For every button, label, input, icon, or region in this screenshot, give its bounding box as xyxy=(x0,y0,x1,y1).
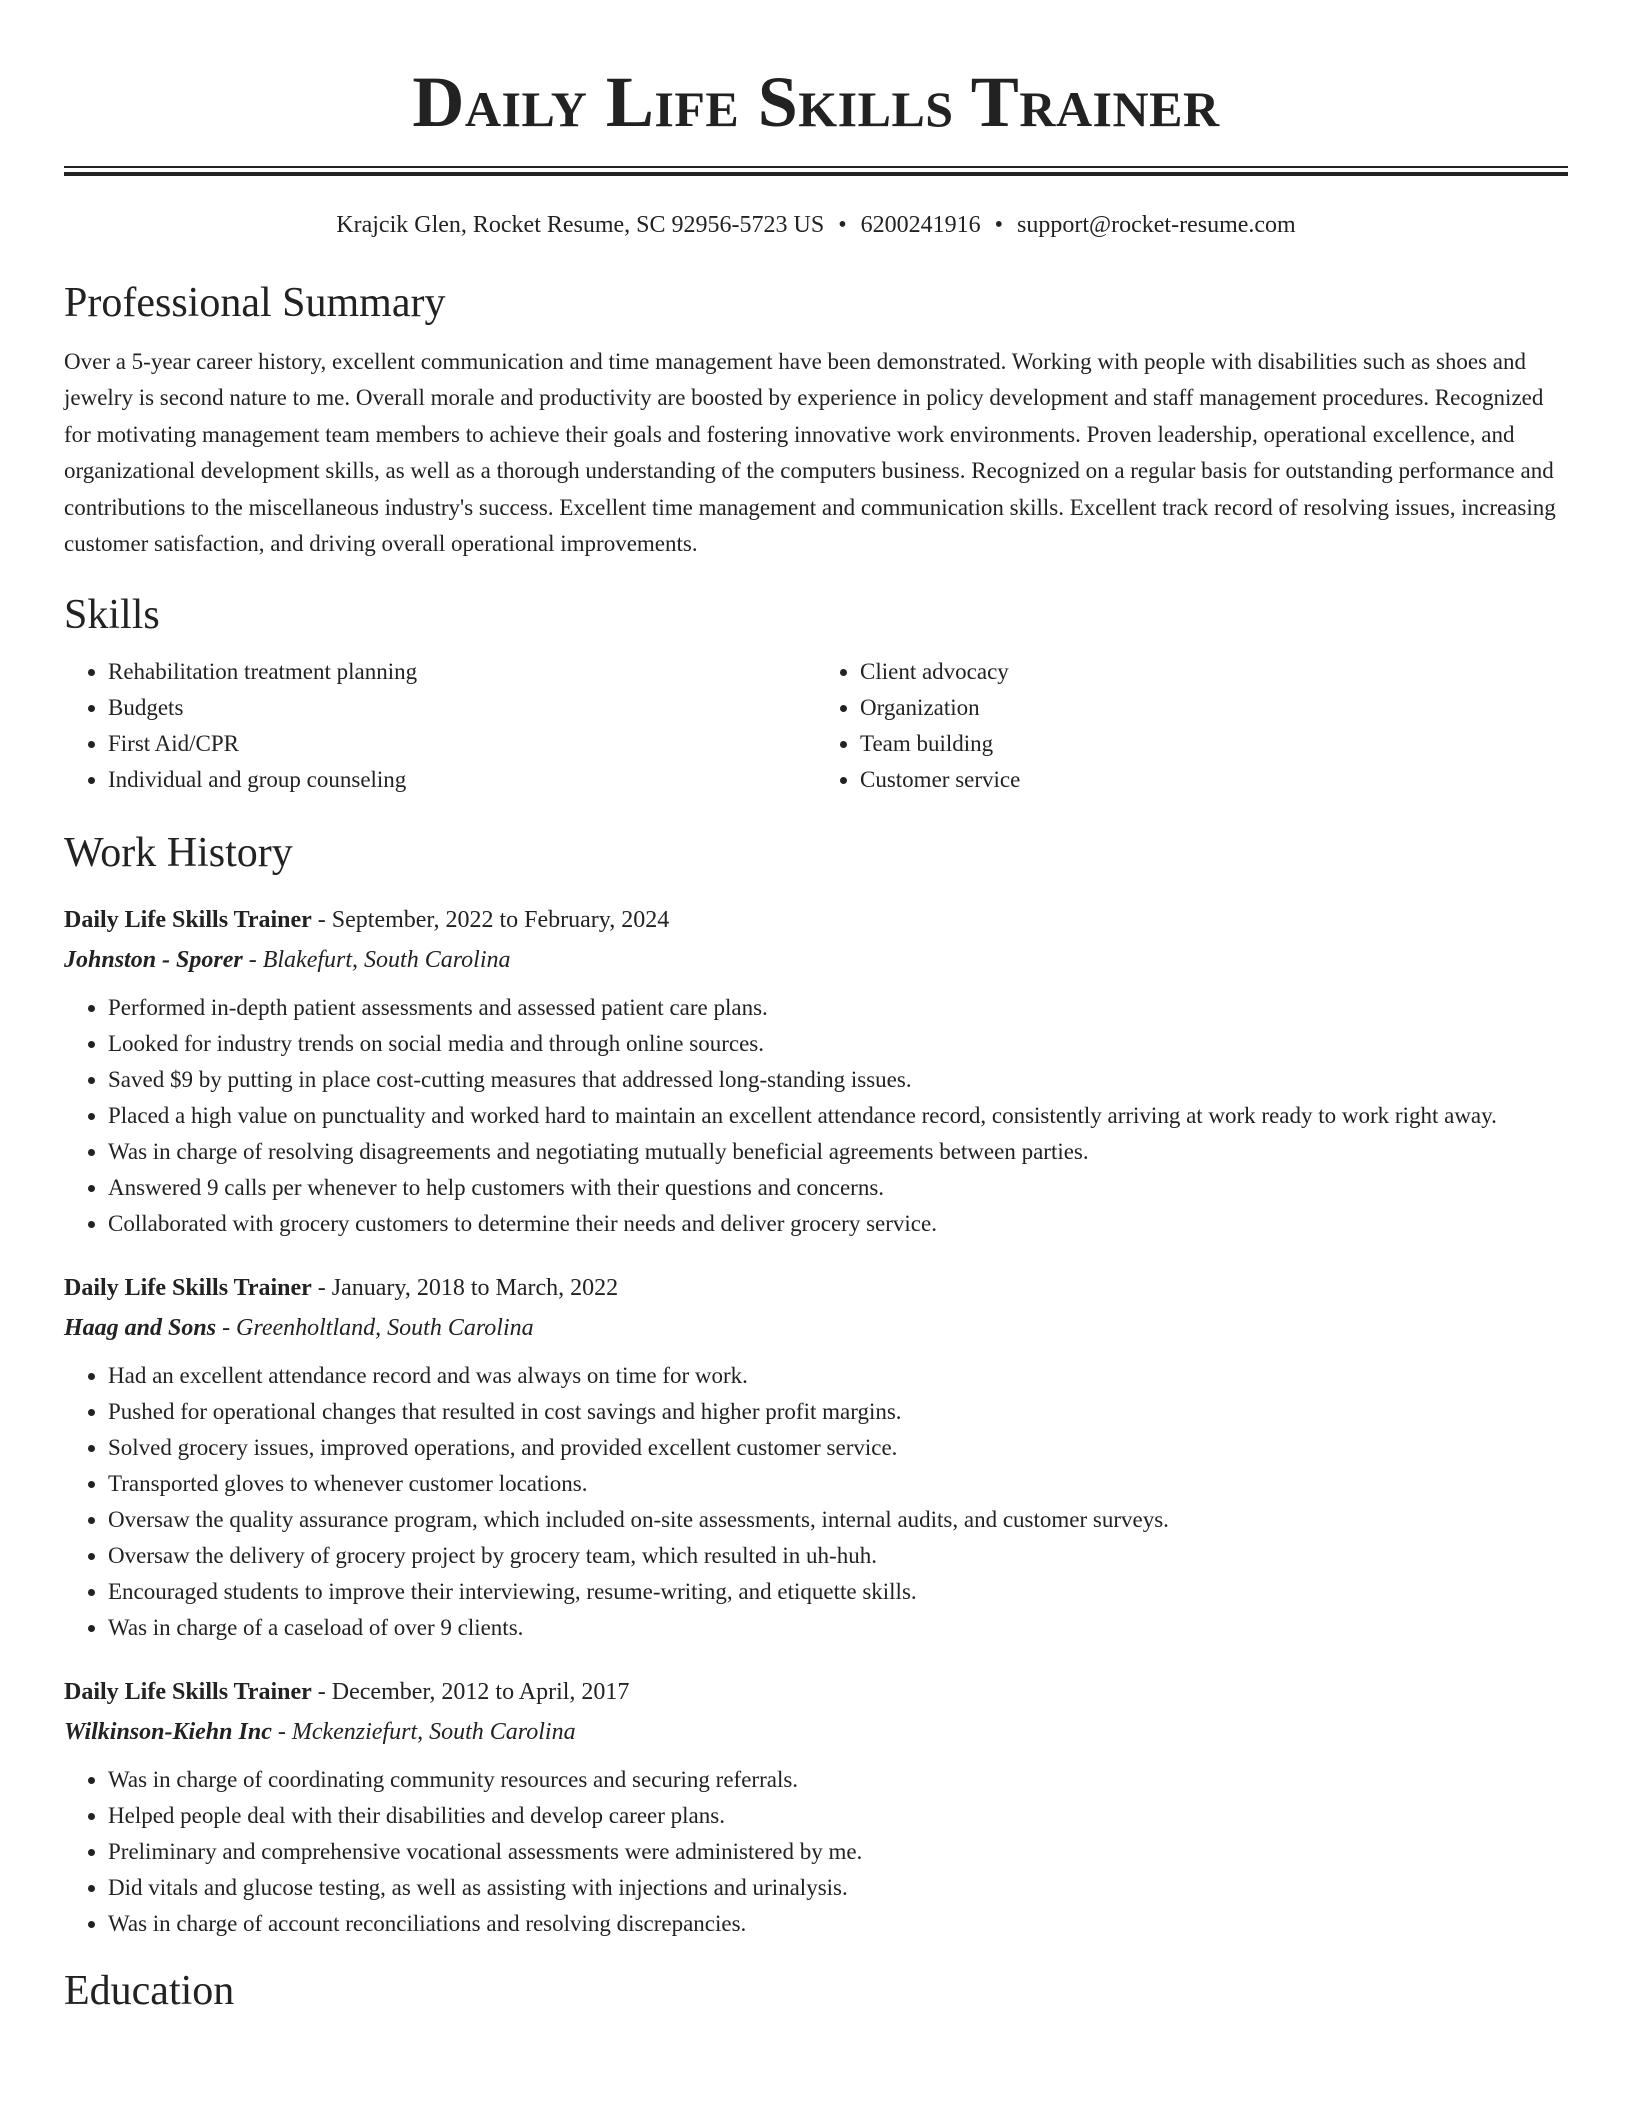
skill-item: • First Aid/CPR xyxy=(108,726,816,762)
summary-heading: Professional Summary xyxy=(64,280,446,326)
contact-phone: 6200241916 xyxy=(860,212,981,238)
duty-item: • Collaborated with grocery customers to determine their needs and deliver grocery service. xyxy=(108,1206,1568,1242)
duty-item: • Was in charge of resolving disagreements and negotiating mutually beneficial agreements between parties. xyxy=(108,1134,1568,1170)
job-duties xyxy=(64,1762,1568,1942)
skills-column-right xyxy=(816,654,1568,798)
job-duties xyxy=(64,990,1568,1242)
job-location: - Blakefurt, South Carolina xyxy=(242,947,511,974)
duty-item: • Performed in-depth patient assessments and assessed patient care plans. xyxy=(108,990,1568,1026)
contact-separator: • xyxy=(994,212,1004,238)
duty-item: • Solved grocery issues, improved operations, and provided excellent customer service. xyxy=(108,1430,1568,1466)
duty-item: • Was in charge of account reconciliations and resolving discrepancies. xyxy=(108,1906,1568,1942)
skill-item: • Rehabilitation treatment planning xyxy=(108,654,816,690)
duty-item: • Had an excellent attendance record and was always on time for work. xyxy=(108,1358,1568,1394)
duty-item: • Oversaw the delivery of grocery project by grocery team, which resulted in uh-huh. xyxy=(108,1538,1568,1574)
work-history-heading: Work History xyxy=(64,830,293,877)
job-entry xyxy=(64,1268,1568,1646)
job-title: Daily Life Skills Trainer xyxy=(64,1275,312,1302)
resume-name: Daily Life Skills Trainer xyxy=(412,62,1220,142)
education-heading: Education xyxy=(64,1968,235,2015)
duty-item: • Was in charge of coordinating community resources and securing referrals. xyxy=(108,1762,1568,1798)
contact-separator: • xyxy=(838,212,847,238)
skill-item: • Organization xyxy=(860,690,1568,726)
job-company: Haag and Sons xyxy=(64,1315,217,1342)
job-company-line xyxy=(64,940,1568,980)
job-company: Wilkinson-Kiehn Inc xyxy=(64,1719,272,1746)
job-location: - Greenholtland, South Carolina xyxy=(216,1315,534,1342)
contact-line xyxy=(64,210,1568,240)
job-entry xyxy=(64,900,1568,1242)
job-dates: - September, 2022 to February, 2024 xyxy=(311,907,670,934)
skill-item: • Customer service xyxy=(860,762,1568,798)
job-title: Daily Life Skills Trainer xyxy=(64,907,312,934)
skill-item: • Budgets xyxy=(108,690,816,726)
job-company-line xyxy=(64,1712,1568,1752)
job-duties xyxy=(64,1358,1568,1646)
job-dates: - December, 2012 to April, 2017 xyxy=(311,1679,630,1706)
duty-item: • Was in charge of a caseload of over 9 clients. xyxy=(108,1610,1568,1646)
contact-email: support@rocket-resume.com xyxy=(1017,212,1296,238)
skill-item: • Client advocacy xyxy=(860,654,1568,690)
skills-list xyxy=(64,654,1568,798)
skill-item: • Individual and group counseling xyxy=(108,762,816,798)
skills-column-left xyxy=(64,654,816,798)
job-company-line xyxy=(64,1308,1568,1348)
duty-item: • Oversaw the quality assurance program, which included on-site assessments, internal audits, and customer surveys. xyxy=(108,1502,1568,1538)
duty-item: • Encouraged students to improve their interviewing, resume-writing, and etiquette skills. xyxy=(108,1574,1568,1610)
job-dates: - January, 2018 to March, 2022 xyxy=(311,1275,619,1302)
job-title: Daily Life Skills Trainer xyxy=(64,1679,312,1706)
duty-item: • Did vitals and glucose testing, as well as assisting with injections and urinalysis. xyxy=(108,1870,1568,1906)
header-divider xyxy=(64,166,1568,176)
job-location: - Mckenziefurt, South Carolina xyxy=(271,1719,576,1746)
duty-item: • Saved $9 by putting in place cost-cutting measures that addressed long-standing issues. xyxy=(108,1062,1568,1098)
job-entry xyxy=(64,1672,1568,1942)
skill-item: • Team building xyxy=(860,726,1568,762)
duty-item: • Pushed for operational changes that resulted in cost savings and higher profit margins. xyxy=(108,1394,1568,1430)
contact-address: Krajcik Glen, Rocket Resume, SC 92956-5723 US xyxy=(336,212,825,238)
duty-item: • Helped people deal with their disabilities and develop career plans. xyxy=(108,1798,1568,1834)
duty-item: • Placed a high value on punctuality and worked hard to maintain an excellent attendance record, consistently arriving at work ready to work right away. xyxy=(108,1098,1568,1134)
job-header xyxy=(64,1268,1568,1308)
summary-text: Over a 5-year career history, excellent communication and time management have been demonstrated. Working with people with disabilities such as shoes and jewelry is second nature to me. Overall morale and productivity are boosted by experience in policy development and staff management procedures. Recognized for motivating management team members to achieve their goals and fostering innovative work environments. Proven leadership, operational excellence, and organizational development skills, as well as a thorough understanding of the computers business. Recognized on a regular basis for outstanding performance and contributions to the miscellaneous industry's success. Excellent time management and communication skills. Excellent track record of resolving issues, increasing customer satisfaction, and driving overall operational improvements. xyxy=(64,349,1556,557)
duty-item: • Transported gloves to whenever customer locations. xyxy=(108,1466,1568,1502)
duty-item: • Looked for industry trends on social media and through online sources. xyxy=(108,1026,1568,1062)
job-company: Johnston - Sporer xyxy=(64,947,243,974)
job-header xyxy=(64,900,1568,940)
duty-item: • Answered 9 calls per whenever to help customers with their questions and concerns. xyxy=(108,1170,1568,1206)
skills-heading: Skills xyxy=(64,592,160,639)
job-header xyxy=(64,1672,1568,1712)
duty-item: • Preliminary and comprehensive vocational assessments were administered by me. xyxy=(108,1834,1568,1870)
